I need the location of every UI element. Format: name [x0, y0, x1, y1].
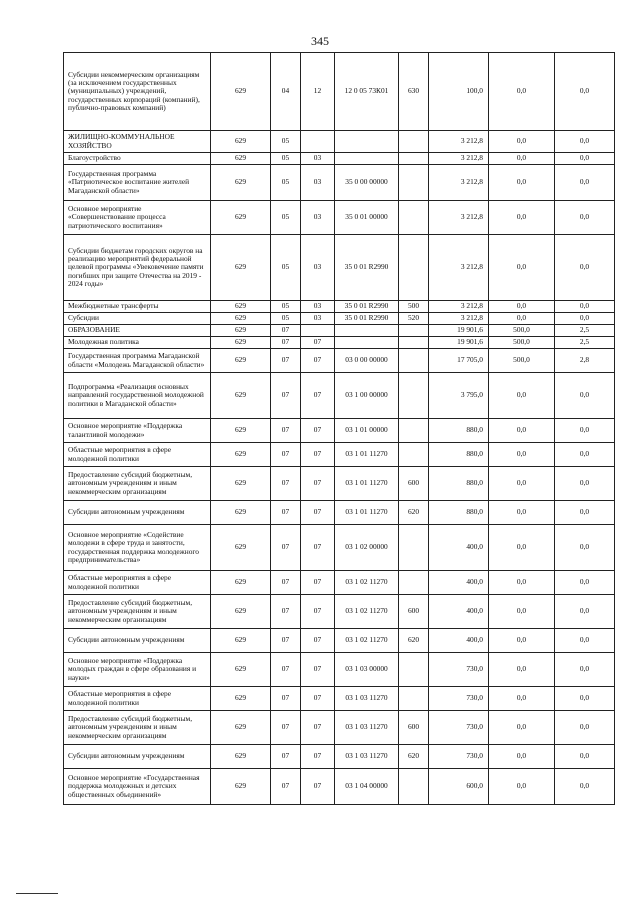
- row-name: Субсидии автономным учреждениям: [64, 745, 211, 769]
- row-grbs: 629: [211, 201, 271, 235]
- row-target-article: 03 1 03 11270: [335, 687, 399, 711]
- budget-table: [63, 52, 615, 805]
- table-row: [64, 131, 615, 153]
- table-row: [64, 301, 615, 313]
- row-amount-total: 880,0: [429, 443, 489, 467]
- row-amount-federal: 0,0: [489, 53, 555, 131]
- row-grbs: 629: [211, 165, 271, 201]
- row-amount-other: 0,0: [555, 525, 615, 571]
- row-amount-total: 730,0: [429, 711, 489, 745]
- row-amount-other: 0,0: [555, 769, 615, 805]
- table-row: [64, 325, 615, 337]
- row-section: 07: [271, 525, 301, 571]
- row-name: Межбюджетные трансферты: [64, 301, 211, 313]
- row-name: ОБРАЗОВАНИЕ: [64, 325, 211, 337]
- row-name: Государственная программа Магаданской области «Молодежь Магаданской области»: [64, 349, 211, 373]
- row-grbs: 629: [211, 337, 271, 349]
- row-amount-federal: 0,0: [489, 373, 555, 419]
- table-row: [64, 571, 615, 595]
- row-subsection: 07: [301, 745, 335, 769]
- row-section: 07: [271, 745, 301, 769]
- row-name: Предоставление субсидий бюджетным, автономным учреждениям и иным некоммерческим организациям: [64, 711, 211, 745]
- table-row: [64, 595, 615, 629]
- row-amount-other: 0,0: [555, 313, 615, 325]
- row-section: 07: [271, 595, 301, 629]
- row-amount-other: 0,0: [555, 373, 615, 419]
- row-name: Предоставление субсидий бюджетным, автономным учреждениям и иным некоммерческим организациям: [64, 467, 211, 501]
- row-amount-total: 730,0: [429, 745, 489, 769]
- row-expense-type: 600: [399, 467, 429, 501]
- row-amount-other: 0,0: [555, 711, 615, 745]
- row-grbs: 629: [211, 571, 271, 595]
- row-grbs: 629: [211, 325, 271, 337]
- row-expense-type: [399, 201, 429, 235]
- row-target-article: 35 0 01 R2990: [335, 301, 399, 313]
- row-subsection: 12: [301, 53, 335, 131]
- row-grbs: 629: [211, 349, 271, 373]
- row-target-article: 03 1 01 11270: [335, 501, 399, 525]
- row-section: 07: [271, 325, 301, 337]
- row-expense-type: [399, 373, 429, 419]
- row-amount-other: 0,0: [555, 419, 615, 443]
- row-target-article: 03 1 03 11270: [335, 711, 399, 745]
- row-subsection: 03: [301, 301, 335, 313]
- row-name: Областные мероприятия в сфере молодежной политики: [64, 571, 211, 595]
- row-section: 07: [271, 711, 301, 745]
- row-expense-type: 620: [399, 629, 429, 653]
- row-subsection: 07: [301, 525, 335, 571]
- row-section: 04: [271, 53, 301, 131]
- row-grbs: 629: [211, 373, 271, 419]
- row-expense-type: [399, 131, 429, 153]
- row-amount-other: 0,0: [555, 501, 615, 525]
- table-row: [64, 235, 615, 301]
- row-subsection: 03: [301, 313, 335, 325]
- row-amount-federal: 0,0: [489, 711, 555, 745]
- row-grbs: 629: [211, 687, 271, 711]
- row-amount-federal: 500,0: [489, 349, 555, 373]
- row-name: Основное мероприятие «Государственная поддержка молодежных и детских общественных объединений»: [64, 769, 211, 805]
- row-section: 07: [271, 653, 301, 687]
- row-expense-type: [399, 687, 429, 711]
- row-subsection: 07: [301, 571, 335, 595]
- row-name: Подпрограмма «Реализация основных направлений государственной молодежной политики в Магаданской области»: [64, 373, 211, 419]
- row-expense-type: [399, 443, 429, 467]
- row-amount-other: 0,0: [555, 153, 615, 165]
- table-row: [64, 349, 615, 373]
- row-target-article: 03 1 01 00000: [335, 419, 399, 443]
- row-target-article: 35 0 01 00000: [335, 201, 399, 235]
- row-expense-type: [399, 653, 429, 687]
- row-amount-total: 3 212,8: [429, 153, 489, 165]
- row-section: 07: [271, 443, 301, 467]
- row-grbs: 629: [211, 153, 271, 165]
- row-subsection: 07: [301, 349, 335, 373]
- row-target-article: 03 1 00 00000: [335, 373, 399, 419]
- row-amount-federal: 0,0: [489, 629, 555, 653]
- table-row: [64, 467, 615, 501]
- table-row: [64, 373, 615, 419]
- row-section: 05: [271, 313, 301, 325]
- row-target-article: 03 1 02 11270: [335, 595, 399, 629]
- row-name: Субсидии автономным учреждениям: [64, 629, 211, 653]
- row-name: Субсидии бюджетам городских округов на реализацию мероприятий федеральной целевой программы «Увековечение памяти погибших при защите Отечества на 2019 - 2024 годы»: [64, 235, 211, 301]
- row-section: 05: [271, 165, 301, 201]
- row-subsection: 07: [301, 373, 335, 419]
- table-body: [64, 53, 615, 805]
- row-subsection: 07: [301, 653, 335, 687]
- row-amount-federal: 0,0: [489, 201, 555, 235]
- row-name: Основное мероприятие «Совершенствование процесса патриотического воспитания»: [64, 201, 211, 235]
- row-subsection: [301, 131, 335, 153]
- row-amount-total: 400,0: [429, 595, 489, 629]
- row-target-article: 03 1 01 11270: [335, 443, 399, 467]
- table-row: [64, 165, 615, 201]
- row-section: 07: [271, 467, 301, 501]
- row-expense-type: [399, 769, 429, 805]
- row-section: 07: [271, 337, 301, 349]
- row-amount-other: 2,8: [555, 349, 615, 373]
- row-name: Областные мероприятия в сфере молодежной политики: [64, 687, 211, 711]
- row-amount-total: 3 212,8: [429, 165, 489, 201]
- row-expense-type: 500: [399, 301, 429, 313]
- table-row: [64, 629, 615, 653]
- row-amount-other: 0,0: [555, 443, 615, 467]
- row-amount-federal: 0,0: [489, 745, 555, 769]
- row-amount-other: 0,0: [555, 467, 615, 501]
- footnote-divider: [16, 893, 58, 894]
- table-row: [64, 653, 615, 687]
- row-target-article: 35 0 00 00000: [335, 165, 399, 201]
- row-amount-federal: 0,0: [489, 525, 555, 571]
- row-expense-type: [399, 525, 429, 571]
- row-grbs: 629: [211, 769, 271, 805]
- row-amount-total: 600,0: [429, 769, 489, 805]
- row-name: Областные мероприятия в сфере молодежной политики: [64, 443, 211, 467]
- row-expense-type: [399, 349, 429, 373]
- row-subsection: 07: [301, 769, 335, 805]
- row-amount-total: 19 901,6: [429, 337, 489, 349]
- row-expense-type: 620: [399, 501, 429, 525]
- row-expense-type: [399, 165, 429, 201]
- row-subsection: 07: [301, 337, 335, 349]
- row-subsection: 07: [301, 629, 335, 653]
- row-expense-type: [399, 153, 429, 165]
- row-amount-other: 0,0: [555, 653, 615, 687]
- row-section: 07: [271, 687, 301, 711]
- row-subsection: 03: [301, 153, 335, 165]
- row-amount-other: 0,0: [555, 235, 615, 301]
- row-subsection: 07: [301, 419, 335, 443]
- row-subsection: 07: [301, 467, 335, 501]
- row-amount-other: 2,5: [555, 325, 615, 337]
- row-amount-other: 0,0: [555, 131, 615, 153]
- row-expense-type: [399, 235, 429, 301]
- table-row: [64, 201, 615, 235]
- row-section: 05: [271, 301, 301, 313]
- table-row: [64, 443, 615, 467]
- row-grbs: 629: [211, 131, 271, 153]
- row-amount-total: 3 212,8: [429, 301, 489, 313]
- row-expense-type: 600: [399, 711, 429, 745]
- row-subsection: 07: [301, 595, 335, 629]
- row-amount-other: 0,0: [555, 201, 615, 235]
- row-target-article: [335, 131, 399, 153]
- row-subsection: 03: [301, 201, 335, 235]
- row-grbs: 629: [211, 313, 271, 325]
- row-target-article: [335, 153, 399, 165]
- row-amount-other: 0,0: [555, 687, 615, 711]
- row-subsection: 03: [301, 165, 335, 201]
- row-amount-total: 3 212,8: [429, 201, 489, 235]
- row-name: Субсидии автономным учреждениям: [64, 501, 211, 525]
- row-grbs: 629: [211, 467, 271, 501]
- row-amount-federal: 0,0: [489, 571, 555, 595]
- row-section: 07: [271, 571, 301, 595]
- row-section: 05: [271, 131, 301, 153]
- row-target-article: 03 1 02 00000: [335, 525, 399, 571]
- row-amount-total: 19 901,6: [429, 325, 489, 337]
- table-row: [64, 313, 615, 325]
- row-expense-type: [399, 325, 429, 337]
- row-amount-total: 880,0: [429, 467, 489, 501]
- row-expense-type: [399, 337, 429, 349]
- row-amount-total: 3 795,0: [429, 373, 489, 419]
- row-grbs: 629: [211, 525, 271, 571]
- row-amount-total: 880,0: [429, 501, 489, 525]
- row-target-article: 03 0 00 00000: [335, 349, 399, 373]
- row-target-article: 03 1 02 11270: [335, 571, 399, 595]
- row-amount-federal: 500,0: [489, 337, 555, 349]
- row-grbs: 629: [211, 501, 271, 525]
- row-name: Основное мероприятие «Поддержка молодых граждан в сфере образования и науки»: [64, 653, 211, 687]
- row-target-article: 35 0 01 R2990: [335, 313, 399, 325]
- row-amount-other: 0,0: [555, 53, 615, 131]
- row-name: Благоустройство: [64, 153, 211, 165]
- row-amount-other: 0,0: [555, 165, 615, 201]
- row-section: 07: [271, 501, 301, 525]
- row-amount-federal: 500,0: [489, 325, 555, 337]
- row-grbs: 629: [211, 419, 271, 443]
- table-row: [64, 337, 615, 349]
- row-target-article: 12 0 05 73К01: [335, 53, 399, 131]
- row-name: ЖИЛИЩНО-КОММУНАЛЬНОЕ ХОЗЯЙСТВО: [64, 131, 211, 153]
- row-subsection: 03: [301, 235, 335, 301]
- row-target-article: [335, 337, 399, 349]
- page-number: 345: [311, 34, 329, 48]
- row-section: 07: [271, 373, 301, 419]
- row-target-article: 35 0 01 R2990: [335, 235, 399, 301]
- row-name: Основное мероприятие «Поддержка талантливой молодежи»: [64, 419, 211, 443]
- row-amount-other: 0,0: [555, 301, 615, 313]
- row-target-article: 03 1 01 11270: [335, 467, 399, 501]
- row-subsection: 07: [301, 687, 335, 711]
- row-section: 07: [271, 349, 301, 373]
- row-grbs: 629: [211, 711, 271, 745]
- row-expense-type: 520: [399, 313, 429, 325]
- row-amount-federal: 0,0: [489, 165, 555, 201]
- row-amount-federal: 0,0: [489, 153, 555, 165]
- row-grbs: 629: [211, 53, 271, 131]
- row-section: 05: [271, 153, 301, 165]
- row-section: 05: [271, 201, 301, 235]
- row-name: Основное мероприятие «Содействие молодежи в сфере труда и занятости, государственная поддержка молодежного предпринимательства»: [64, 525, 211, 571]
- row-amount-total: 3 212,8: [429, 313, 489, 325]
- row-amount-federal: 0,0: [489, 235, 555, 301]
- row-amount-other: 0,0: [555, 629, 615, 653]
- row-section: 05: [271, 235, 301, 301]
- row-grbs: 629: [211, 235, 271, 301]
- row-amount-total: 400,0: [429, 629, 489, 653]
- table-row: [64, 419, 615, 443]
- row-name: Субсидии некоммерческим организациям (за исключением государственных (муниципальных) учреждений, государственных корпораций (компаний), публично-правовых компаний): [64, 53, 211, 131]
- row-amount-total: 730,0: [429, 653, 489, 687]
- row-amount-federal: 0,0: [489, 467, 555, 501]
- row-expense-type: 620: [399, 745, 429, 769]
- row-target-article: 03 1 03 11270: [335, 745, 399, 769]
- row-amount-other: 0,0: [555, 571, 615, 595]
- row-amount-total: 17 705,0: [429, 349, 489, 373]
- row-amount-other: 0,0: [555, 595, 615, 629]
- row-section: 07: [271, 629, 301, 653]
- row-expense-type: 630: [399, 53, 429, 131]
- row-grbs: 629: [211, 443, 271, 467]
- row-amount-federal: 0,0: [489, 131, 555, 153]
- row-grbs: 629: [211, 301, 271, 313]
- row-amount-federal: 0,0: [489, 419, 555, 443]
- row-name: Предоставление субсидий бюджетным, автономным учреждениям и иным некоммерческим организациям: [64, 595, 211, 629]
- row-expense-type: [399, 419, 429, 443]
- row-grbs: 629: [211, 653, 271, 687]
- row-target-article: 03 1 02 11270: [335, 629, 399, 653]
- row-subsection: 07: [301, 711, 335, 745]
- row-subsection: [301, 325, 335, 337]
- row-expense-type: 600: [399, 595, 429, 629]
- table-row: [64, 745, 615, 769]
- row-subsection: 07: [301, 443, 335, 467]
- table-row: [64, 769, 615, 805]
- row-amount-federal: 0,0: [489, 595, 555, 629]
- row-amount-total: 400,0: [429, 571, 489, 595]
- row-name: Государственная программа «Патриотическое воспитание жителей Магаданской области»: [64, 165, 211, 201]
- row-amount-federal: 0,0: [489, 769, 555, 805]
- row-section: 07: [271, 419, 301, 443]
- row-target-article: [335, 325, 399, 337]
- row-amount-federal: 0,0: [489, 501, 555, 525]
- row-amount-federal: 0,0: [489, 443, 555, 467]
- row-target-article: 03 1 03 00000: [335, 653, 399, 687]
- row-amount-federal: 0,0: [489, 687, 555, 711]
- row-amount-total: 880,0: [429, 419, 489, 443]
- table-row: [64, 153, 615, 165]
- row-subsection: 07: [301, 501, 335, 525]
- row-section: 07: [271, 769, 301, 805]
- row-name: Субсидии: [64, 313, 211, 325]
- row-amount-federal: 0,0: [489, 313, 555, 325]
- row-amount-total: 100,0: [429, 53, 489, 131]
- row-amount-total: 3 212,8: [429, 131, 489, 153]
- table-row: [64, 711, 615, 745]
- row-amount-other: 0,0: [555, 745, 615, 769]
- row-expense-type: [399, 571, 429, 595]
- row-target-article: 03 1 04 00000: [335, 769, 399, 805]
- row-grbs: 629: [211, 595, 271, 629]
- row-grbs: 629: [211, 745, 271, 769]
- row-name: Молодежная политика: [64, 337, 211, 349]
- row-grbs: 629: [211, 629, 271, 653]
- table-row: [64, 53, 615, 131]
- row-amount-total: 3 212,8: [429, 235, 489, 301]
- table-row: [64, 687, 615, 711]
- row-amount-other: 2,5: [555, 337, 615, 349]
- row-amount-total: 730,0: [429, 687, 489, 711]
- table-row: [64, 501, 615, 525]
- row-amount-federal: 0,0: [489, 653, 555, 687]
- table-row: [64, 525, 615, 571]
- row-amount-total: 400,0: [429, 525, 489, 571]
- row-amount-federal: 0,0: [489, 301, 555, 313]
